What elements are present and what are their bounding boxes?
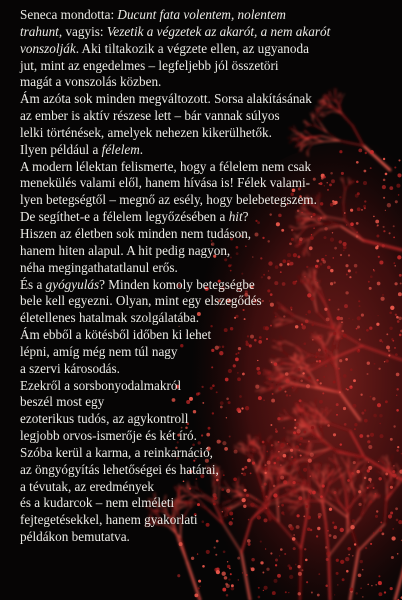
text-line [20,243,392,260]
text-segment: hanem hiten alapul. A hit pedig nagyon, [20,242,231,258]
text-line [20,192,392,209]
italic-text: félelem [101,141,140,157]
text-segment: Hiszen az életben sok minden nem tudáson, [20,225,252,241]
text-line [20,125,392,142]
text-line [20,91,392,108]
text-segment: És a [20,276,46,292]
text-segment: ? Minden komoly betegségbe [99,276,255,292]
text-segment: példákon bemutatva. [20,529,130,545]
italic-text: gyógyulás [45,276,100,292]
text-segment: Ezekről a sorsbonyodalmakról [20,377,182,393]
paragraph [20,91,392,158]
text-segment: . [139,141,144,157]
cover-text [20,7,392,546]
text-line [20,277,392,294]
text-segment: jut, mint az engedelmes – legfeljebb jól összetöri [20,57,279,73]
text-line [20,24,392,41]
text-segment: ezoterikus tudós, az agykontroll [20,411,189,427]
text-line [20,495,392,512]
text-segment: és a kudarcok – nem elméleti [20,495,175,511]
italic-text: hit [228,209,243,225]
text-line [20,411,392,428]
text-line [20,175,392,192]
text-line [20,462,392,479]
text-segment: a tévutak, az eredmények [20,478,154,494]
text-segment: A modern lélektan felismerte, hogy a félelem nem csak [20,158,312,174]
text-segment: . Aki tiltakozik a végzete ellen, az ugyanoda [75,40,309,56]
italic-text: trahunt [20,23,59,39]
text-line [20,293,392,310]
text-line [20,479,392,496]
text-line [20,344,392,361]
text-line [20,378,392,395]
text-line [20,41,392,58]
paragraph [20,277,392,378]
text-line [20,74,392,91]
text-line [20,394,392,411]
text-segment: az öngyógyítás lehetőségei és határai, [20,461,219,477]
text-segment: fejtegetésekkel, hanem gyakorlati [20,512,198,528]
paragraph [20,7,392,91]
text-segment: Ám azóta sok minden megváltozott. Sorsa alakításának [20,91,312,107]
text-line [20,142,392,159]
text-segment: magát a vonszolás közben. [20,74,162,90]
text-line [20,159,392,176]
text-line [20,529,392,546]
text-segment: Seneca mondotta: [20,7,118,22]
text-segment: lyen betegségtől – megnő az esély, hogy belebetegszem. [20,192,317,208]
text-line [20,445,392,462]
text-segment: az ember is aktív részese lett – bár vannak súlyos [20,108,280,124]
text-segment: De segíthet-e a félelem legyőzésében a [20,209,229,225]
text-line [20,209,392,226]
text-segment: ? [242,209,249,225]
paragraph [20,159,392,277]
paragraph [20,378,392,546]
italic-text: vonszolják [20,40,76,56]
text-segment: életellenes hatalmak szolgálatába. [20,310,200,326]
text-line [20,226,392,243]
italic-text: Vezetik a végzetek az akarót, a nem akarót [106,23,331,39]
text-segment: a szervi károsodás. [20,360,120,376]
italic-text: Ducunt fata volentem, nolentem [117,7,286,22]
text-segment: Ilyen például a [20,141,102,157]
text-line [20,428,392,445]
text-segment: lépni, amíg még nem túl nagy [20,343,178,359]
text-line [20,327,392,344]
text-segment: beszél most egy [20,394,105,410]
text-segment: legjobb orvos-ismerője és két író. [20,428,197,444]
text-line [20,7,392,24]
text-segment: Ám ebből a kötésből időben ki lehet [20,327,212,343]
text-line [20,361,392,378]
text-line [20,512,392,529]
text-segment: lelki történések, amelyek nehezen kikerülhetők. [20,124,272,140]
text-segment: menekülés valami elől, hanem hívása is! Félek valami- [20,175,311,191]
text-line [20,58,392,75]
text-line [20,260,392,277]
text-segment: néha megingathatatlanul erős. [20,259,178,275]
text-line [20,310,392,327]
text-segment: Szóba kerül a karma, a reinkarnáció, [20,444,213,460]
text-segment: bele kell egyezni. Olyan, mint egy elszegődés [20,293,262,309]
text-line [20,108,392,125]
text-segment: , vagyis: [58,23,107,39]
